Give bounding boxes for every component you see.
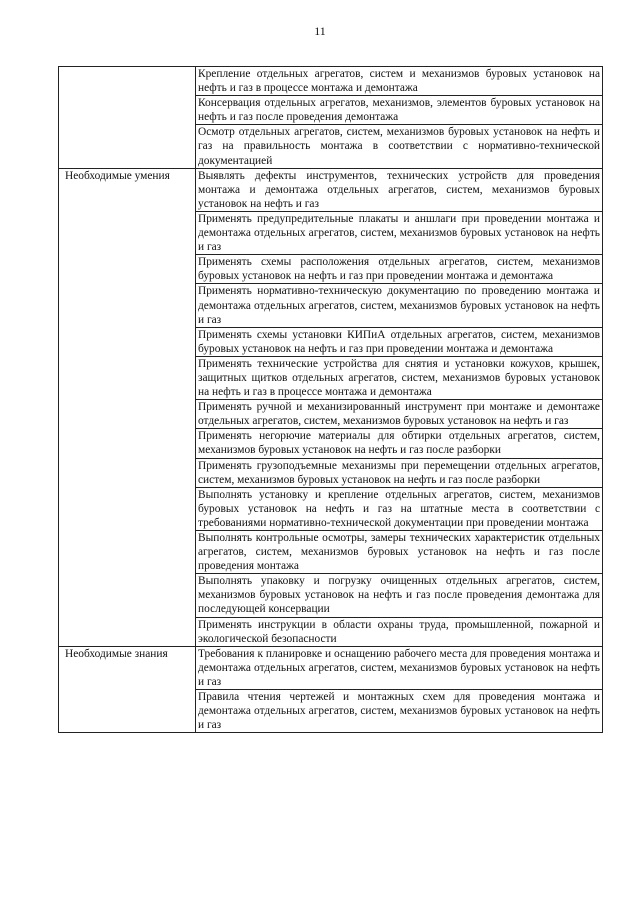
- table-row: [59, 168, 603, 211]
- list-item: Применять ручной и механизированный инструмент при монтаже и демонтаже отдельных агрегатов, систем, механизмов буровых установок на нефть и газ: [196, 400, 603, 429]
- list-item: Выполнять установку и крепление отдельных агрегатов, систем, механизмов буровых установок на нефть и газ на штатные места в соответствии с требованиями нормативно-технической документации при проведении монтажа: [196, 487, 603, 530]
- list-item: Крепление отдельных агрегатов, систем и механизмов буровых установок на нефть и газ в процессе монтажа и демонтажа: [196, 67, 603, 96]
- list-item: Применять инструкции в области охраны труда, промышленной, пожарной и экологической безопасности: [196, 617, 603, 646]
- row-label-knowledge: Необходимые знания: [59, 646, 196, 733]
- list-item: Применять негорючие материалы для обтирки отдельных агрегатов, систем, механизмов буровых установок на нефть и газ после разборки: [196, 429, 603, 458]
- competency-table: [58, 66, 603, 733]
- list-item: Применять схемы установки КИПиА отдельных агрегатов, систем, механизмов буровых установок на нефть и газ при проведении монтажа и демонтажа: [196, 327, 603, 356]
- list-item: Требования к планировке и оснащению рабочего места для проведения монтажа и демонтажа отдельных агрегатов, систем, механизмов буровых установок на нефть и газ: [196, 646, 603, 689]
- table-row: [59, 646, 603, 689]
- list-item: Применять предупредительные плакаты и аншлаги при проведении монтажа и демонтажа отдельных агрегатов, систем, механизмов буровых установок на нефть и газ: [196, 211, 603, 254]
- list-item: Осмотр отдельных агрегатов, систем, механизмов буровых установок на нефть и газ на правильность монтажа в соответствии с нормативно-технической документацией: [196, 125, 603, 168]
- list-item: Консервация отдельных агрегатов, механизмов, элементов буровых установок на нефть и газ после проведения демонтажа: [196, 96, 603, 125]
- row-label-skills: Необходимые умения: [59, 168, 196, 646]
- list-item: Применять грузоподъемные механизмы при перемещении отдельных агрегатов, систем, механизмов буровых установок на нефть и газ после разборки: [196, 458, 603, 487]
- list-item: Применять нормативно-техническую документацию по проведению монтажа и демонтажа отдельных агрегатов, систем, механизмов буровых установок на нефть и газ: [196, 284, 603, 327]
- list-item: Применять схемы расположения отдельных агрегатов, систем, механизмов буровых установок на нефть и газ при проведении монтажа и демонтажа: [196, 255, 603, 284]
- row-label-empty: [59, 67, 196, 169]
- list-item: Выявлять дефекты инструментов, технических устройств для проведения монтажа и демонтажа отдельных агрегатов, систем, механизмов буровых установок на нефть и газ: [196, 168, 603, 211]
- list-item: Выполнять упаковку и погрузку очищенных отдельных агрегатов, систем, механизмов буровых установок на нефть и газ после проведения демонтажа для последующей консервации: [196, 574, 603, 617]
- list-item: Выполнять контрольные осмотры, замеры технических характеристик отдельных агрегатов, систем, механизмов буровых установок на нефть и газ после проведения монтажа: [196, 531, 603, 574]
- list-item: Правила чтения чертежей и монтажных схем для проведения монтажа и демонтажа отдельных агрегатов, систем, механизмов буровых установок на нефть и газ: [196, 690, 603, 733]
- table-row: [59, 67, 603, 96]
- list-item: Применять технические устройства для снятия и установки кожухов, крышек, защитных щитков отдельных агрегатов, систем, механизмов буровых установок на нефть и газ в процессе монтажа и демонтажа: [196, 356, 603, 399]
- page-number: 11: [314, 24, 326, 38]
